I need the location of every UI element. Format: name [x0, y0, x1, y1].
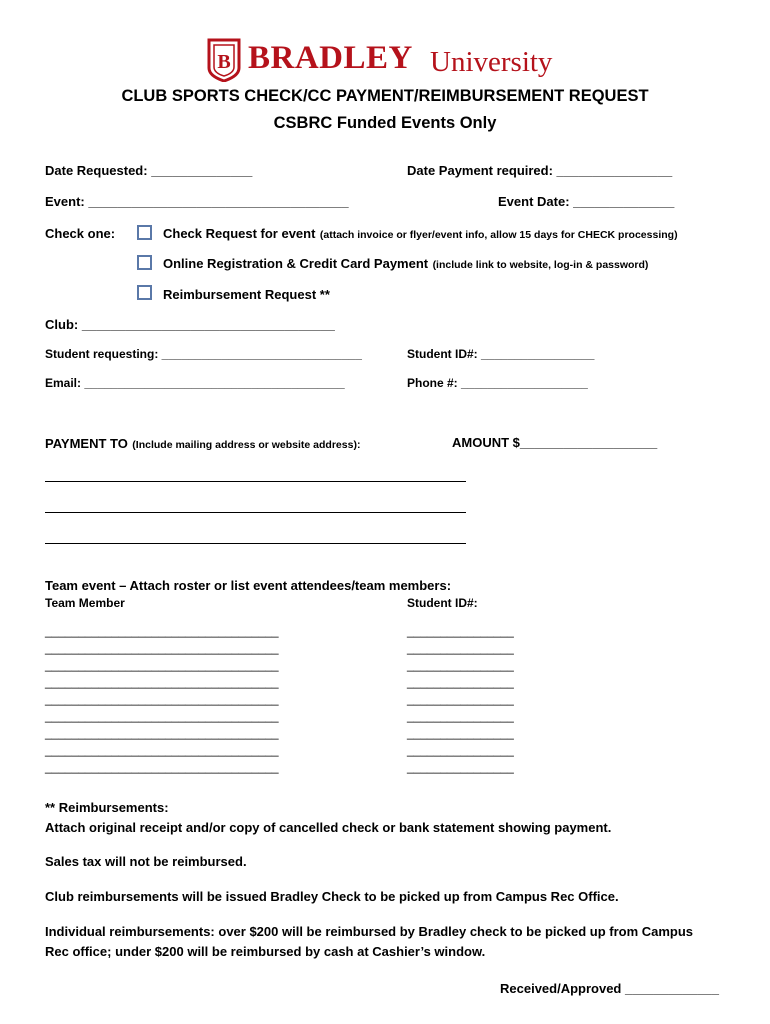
check-request-note: (attach invoice or flyer/event info, allow 15 days for CHECK processing) — [319, 229, 678, 241]
student-id-column-header: Student ID#: — [407, 596, 478, 610]
student-id-line[interactable]: ________________ — [407, 760, 514, 774]
student-id-line[interactable]: ________________ — [407, 692, 514, 706]
team-member-line[interactable]: ___________________________________ — [45, 675, 279, 689]
student-requesting-field[interactable]: Student requesting: ______________________________ — [45, 347, 362, 361]
amount-field[interactable]: AMOUNT $___________________ — [452, 435, 658, 450]
check-one-label: Check one: — [45, 226, 116, 241]
team-member-line[interactable]: ___________________________________ — [45, 760, 279, 774]
student-id-line[interactable]: ________________ — [407, 658, 514, 672]
student-id-line[interactable]: ________________ — [407, 675, 514, 689]
team-member-line[interactable]: ___________________________________ — [45, 641, 279, 655]
payment-to-label: PAYMENT TO — [45, 436, 128, 451]
payment-to-note: (Include mailing address or website address): — [132, 439, 361, 451]
team-member-column-header: Team Member — [45, 596, 125, 610]
team-event-heading: Team event – Attach roster or list event attendees/team members: — [45, 578, 452, 593]
club-field[interactable]: Club: ___________________________________ — [45, 317, 335, 332]
online-registration-note: (include link to website, log-in & password) — [432, 259, 649, 271]
team-member-line[interactable]: ___________________________________ — [45, 624, 279, 638]
team-member-line[interactable]: ___________________________________ — [45, 743, 279, 757]
payment-to — [45, 435, 360, 453]
event-date-field[interactable]: Event Date: ______________ — [498, 194, 675, 209]
student-id-line[interactable]: ________________ — [407, 624, 514, 638]
reimbursement-label: Reimbursement Request ** — [163, 287, 330, 302]
team-member-line[interactable]: ___________________________________ — [45, 658, 279, 672]
payment-address-line-1[interactable] — [45, 481, 466, 482]
payment-address-line-2[interactable] — [45, 512, 466, 513]
date-payment-required-field[interactable]: Date Payment required: ________________ — [407, 163, 673, 178]
logo-suffix-text: University — [430, 46, 553, 78]
note-attach-receipt: Attach original receipt and/or copy of cancelled check or bank statement showing payment. — [45, 820, 612, 835]
note-club-reimbursements: Club reimbursements will be issued Bradley Check to be picked up from Campus Rec Office. — [45, 889, 619, 904]
reimbursement-option — [163, 286, 330, 304]
reimbursement-checkbox[interactable] — [137, 285, 152, 300]
date-requested-field[interactable]: Date Requested: ______________ — [45, 163, 253, 178]
online-registration-checkbox[interactable] — [137, 255, 152, 270]
check-request-option — [163, 225, 678, 243]
team-member-line[interactable]: ___________________________________ — [45, 726, 279, 740]
student-id-line[interactable]: ________________ — [407, 743, 514, 757]
received-approved-field[interactable]: Received/Approved _____________ — [500, 981, 719, 996]
team-member-line[interactable]: ___________________________________ — [45, 709, 279, 723]
phone-field[interactable]: Phone #: ___________________ — [407, 376, 588, 390]
online-registration-option — [163, 255, 648, 273]
form-subtitle: CSBRC Funded Events Only — [273, 114, 497, 132]
reimbursements-heading: ** Reimbursements: — [45, 800, 169, 815]
payment-address-line-3[interactable] — [45, 543, 466, 544]
note-sales-tax: Sales tax will not be reimbursed. — [45, 854, 247, 869]
bradley-shield-icon — [206, 38, 242, 82]
student-id-field[interactable]: Student ID#: _________________ — [407, 347, 595, 361]
team-member-line[interactable]: ___________________________________ — [45, 692, 279, 706]
check-request-checkbox[interactable] — [137, 225, 152, 240]
event-field[interactable]: Event: ____________________________________ — [45, 194, 349, 209]
student-id-line[interactable]: ________________ — [407, 709, 514, 723]
online-registration-label: Online Registration & Credit Card Payment — [163, 256, 429, 271]
student-id-line[interactable]: ________________ — [407, 641, 514, 655]
logo-brand-text: BRADLEY — [248, 40, 413, 76]
email-field[interactable]: Email: _______________________________________ — [45, 376, 345, 390]
note-individual-reimbursements-1: Individual reimbursements: over $200 will be reimbursed by Bradley check to be picked up from Campus — [45, 924, 694, 939]
svg-text:B: B — [217, 51, 231, 73]
check-request-label: Check Request for event — [163, 226, 316, 241]
form-title: CLUB SPORTS CHECK/CC PAYMENT/REIMBURSEMENT REQUEST — [121, 87, 649, 105]
note-individual-reimbursements-2: Rec office; under $200 will be reimbursed by cash at Cashier’s window. — [45, 944, 486, 959]
student-id-line[interactable]: ________________ — [407, 726, 514, 740]
